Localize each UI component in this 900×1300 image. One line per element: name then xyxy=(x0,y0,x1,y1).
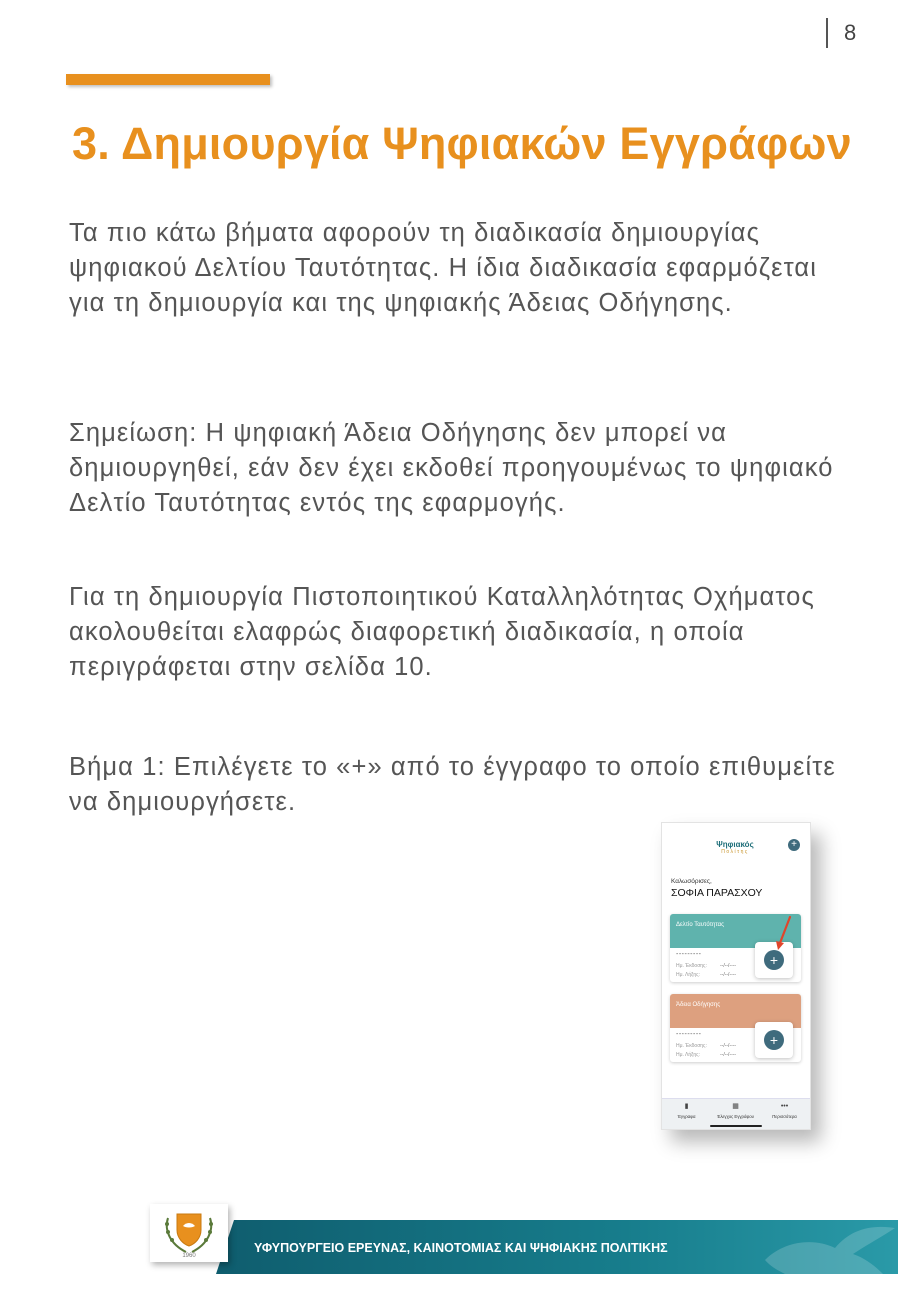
svg-text:1960: 1960 xyxy=(182,1253,196,1259)
step-1-paragraph: Βήμα 1: Επιλέγετε το «+» από το έγγραφο το οποίο επιθυμείτε να δημιουργήσετε. xyxy=(69,753,836,816)
more-icon: ••• xyxy=(780,1103,789,1110)
app-logo-title: Ψηφιακός xyxy=(716,840,754,849)
driving-licence-issue-label: Ημ. Έκδοσης: xyxy=(676,1043,707,1049)
cyprus-emblem xyxy=(150,1204,228,1262)
nav-documents[interactable] xyxy=(664,1103,709,1119)
nav-documents-label: Έγγραφα xyxy=(677,1114,696,1119)
document-icon: ▮ xyxy=(684,1103,689,1110)
qr-code-icon: ▦ xyxy=(732,1103,739,1110)
nav-more[interactable] xyxy=(762,1103,807,1119)
id-card-add-button[interactable]: + xyxy=(764,950,784,970)
id-card-issue-value: --/--/---- xyxy=(720,963,737,969)
id-card-title: Δελτίο Ταυτότητας xyxy=(676,922,725,928)
id-card-expiry-label: Ημ. Λήξης: xyxy=(676,972,700,978)
driving-licence-issue-value: --/--/---- xyxy=(720,1043,737,1049)
accent-bar xyxy=(66,74,270,85)
driving-licence-card-title: Άδεια Οδήγησης xyxy=(676,1002,721,1008)
driving-licence-expiry-label: Ημ. Λήξης: xyxy=(676,1052,700,1058)
nav-check-document-label: Έλεγχος Εγγράφου xyxy=(717,1114,754,1119)
driving-licence-card[interactable] xyxy=(670,994,801,1062)
nav-more-label: Περισσότερα xyxy=(772,1114,797,1119)
coat-of-arms-icon xyxy=(150,1204,228,1262)
id-card-expiry-value: --/--/---- xyxy=(720,972,737,978)
page-title: 3. Δημιουργία Ψηφιακών Εγγράφων xyxy=(72,118,852,169)
welcome-text: Καλωσόρισες, xyxy=(671,878,712,885)
user-name: ΣΟΦΙΑ ΠΑΡΑΣΧΟΥ xyxy=(671,887,763,899)
driving-licence-plus-box xyxy=(755,1022,793,1058)
id-card-issue-label: Ημ. Έκδοσης: xyxy=(676,963,707,969)
add-document-button[interactable]: + xyxy=(788,839,800,851)
vehicle-certificate-paragraph: Για τη δημιουργία Πιστοποιητικού Καταλληλότητας Οχήματος ακολουθείται ελαφρώς διαφορετική διαδικασία, η οποία περιγράφεται στην σελίδα 10. xyxy=(69,583,815,681)
ministry-name: ΥΦΥΠΟΥΡΓΕΙΟ ΕΡΕΥΝΑΣ, ΚΑΙΝΟΤΟΜΙΑΣ ΚΑΙ ΨΗΦΙΑΚΗΣ ΠΟΛΙΤΙΚΗΣ xyxy=(254,1241,668,1255)
driving-licence-number: --------- xyxy=(676,1031,702,1038)
driving-licence-expiry-value: --/--/---- xyxy=(720,1052,737,1058)
bottom-nav xyxy=(662,1098,810,1129)
nav-check-document[interactable] xyxy=(713,1103,758,1119)
red-arrow-icon xyxy=(774,915,794,951)
app-logo xyxy=(700,833,770,865)
app-logo-subtitle: Πολίτης xyxy=(721,849,749,855)
driving-licence-add-button[interactable]: + xyxy=(764,1030,784,1050)
home-indicator xyxy=(710,1125,762,1127)
dove-watermark-icon xyxy=(745,1220,898,1274)
note-paragraph: Σημείωση: Η ψηφιακή Άδεια Οδήγησης δεν μπορεί να δημιουργηθεί, εάν δεν έχει εκδοθεί προηγουμένως το ψηφιακό Δελτίο Ταυτότητας εντός της εφαρμογής. xyxy=(69,419,834,517)
phone-screenshot xyxy=(661,822,811,1130)
intro-paragraph: Τα πιο κάτω βήματα αφορούν τη διαδικασία δημιουργίας ψηφιακού Δελτίου Ταυτότητας. Η ίδια διαδικασία εφαρμόζεται για τη δημιουργία και της ψηφιακής Άδειας Οδήγησης. xyxy=(69,219,817,317)
page-number: 8 xyxy=(826,18,856,48)
id-card-number: --------- xyxy=(676,951,702,958)
